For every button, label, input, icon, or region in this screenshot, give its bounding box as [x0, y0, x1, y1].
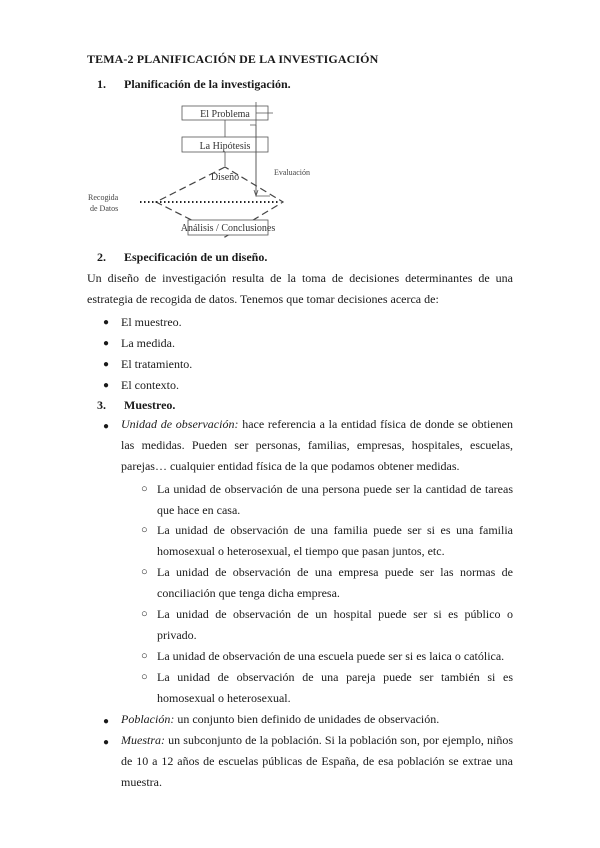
term-muestra: Muestra:: [121, 733, 165, 747]
list-item-text: El tratamiento.: [121, 357, 193, 371]
example-item: La unidad de observación de una pareja puede ser también si es homosexual o heterosexual.: [157, 670, 513, 705]
section-title: Especificación de un diseño.: [124, 250, 268, 264]
list-item-text: La medida.: [121, 336, 175, 350]
evaluation-bracket-arrow: [256, 113, 273, 196]
design-paragraph: Un diseño de investigación resulta de la toma de decisiones determinantes de una estrategia de recogida de datos. Tenemos que tomar decisiones acerca de:: [87, 271, 513, 306]
evaluation-label: Evaluación: [274, 168, 310, 177]
section-title: Muestreo.: [124, 398, 176, 412]
example-item: La unidad de observación de un hospital puede ser si es público o privado.: [157, 607, 513, 642]
circle-bullet-icon: ○: [141, 566, 148, 578]
list-item-text: El contexto.: [121, 378, 179, 392]
bullet-glyph: ●: [103, 421, 110, 432]
section-title: Planificación de la investigación.: [124, 77, 291, 91]
bullet-icon: ●: [103, 317, 110, 328]
list-item-text: El muestreo.: [121, 315, 182, 329]
circle-bullet-icon: ○: [141, 483, 148, 495]
research-planning-diagram: [80, 96, 320, 246]
bullet-icon: ●: [103, 338, 110, 349]
example-item: La unidad de observación de una familia puede ser si es una familia homosexual o heterosexual, el tiempo que pasan juntos, etc.: [157, 523, 513, 558]
term-unidad: Unidad de observación:: [121, 417, 239, 431]
definition-unidad: hace referencia a la entidad física de donde se obtienen las medidas. Pueden ser personas, familias, empresas, hospitales, escuelas, parejas… cualquier entidad física de la que podamos obtener medidas.: [121, 417, 513, 473]
section-number: 2.: [97, 250, 106, 264]
term-poblacion: Población:: [121, 712, 175, 726]
circle-bullet-icon: ○: [141, 524, 148, 536]
poblacion-item: [121, 709, 513, 730]
definition-muestra: un subconjunto de la población. Si la población son, por ejemplo, niños de 10 a 12 años de escuelas públicas de España, de esa población se extrae una muestra.: [121, 733, 514, 789]
bullet-icon: ●: [103, 380, 110, 391]
unidad-observacion-item: [121, 414, 513, 477]
analysis-box-label: Análisis / Conclusiones: [180, 223, 276, 234]
design-label: Diseño: [210, 172, 240, 183]
definition-poblacion: un conjunto bien definido de unidades de observación.: [177, 712, 440, 726]
example-item: La unidad de observación de una persona puede ser la cantidad de tareas que hace en casa.: [157, 482, 513, 517]
section-number: 1.: [97, 77, 106, 91]
example-item: La unidad de observación de una empresa puede ser las normas de conciliación que tenga dicha empresa.: [157, 565, 513, 600]
circle-bullet-icon: ○: [141, 671, 148, 683]
muestra-item: [121, 730, 513, 793]
example-item: La unidad de observación de una escuela puede ser si es laica o católica.: [157, 649, 505, 663]
data-collection-label-1: Recogida: [88, 193, 119, 202]
data-collection-label-2: de Datos: [90, 204, 119, 213]
bullet-icon: ●: [103, 359, 110, 370]
bullet-glyph: ●: [103, 716, 110, 727]
section-number: 3.: [97, 398, 106, 412]
circle-bullet-icon: ○: [141, 650, 148, 662]
hypothesis-box-label: La Hipótesis: [199, 141, 251, 152]
circle-bullet-icon: ○: [141, 608, 148, 620]
page-title: TEMA-2 PLANIFICACIÓN DE LA INVESTIGACIÓN: [87, 52, 379, 66]
problem-box-label: El Problema: [200, 109, 250, 120]
bullet-glyph: ●: [103, 737, 110, 748]
